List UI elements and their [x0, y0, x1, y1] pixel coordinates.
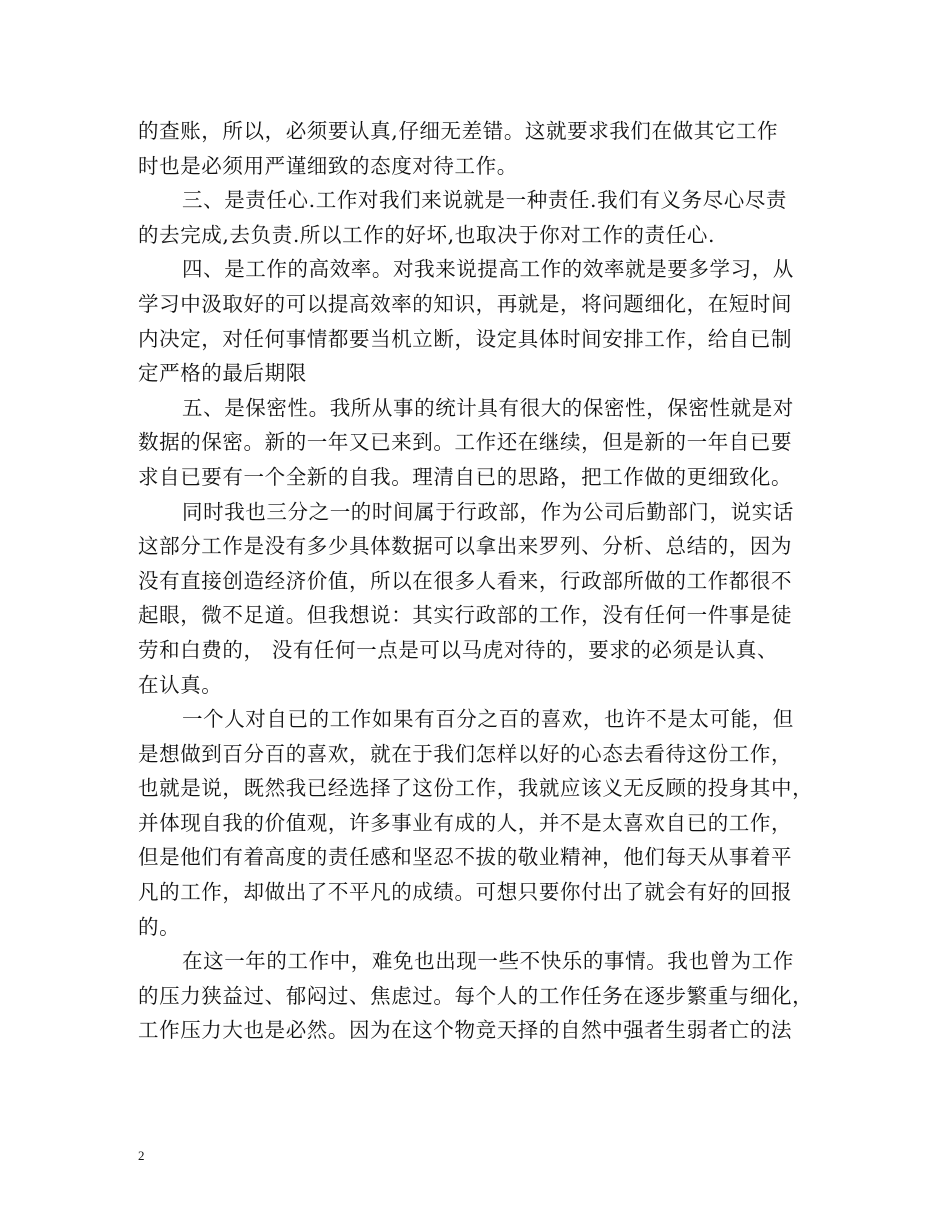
text-line: 同时我也三分之一的时间属于行政部，作为公司后勤部门，说实话 — [182, 499, 794, 524]
text-line: 三、是责任心.工作对我们来说就是一种责任.我们有义务尽心尽责 — [182, 188, 788, 213]
text-line: 在认真。 — [138, 672, 223, 697]
text-line: 五、是保密性。我所从事的统计具有很大的保密性，保密性就是对 — [182, 395, 794, 420]
text-line: 在这一年的工作中，难免也出现一些不快乐的事情。我也曾为工作 — [182, 949, 794, 974]
text-line: 这部分工作是没有多少具体数据可以拿出来罗列、分析、总结的，因为 — [138, 534, 793, 559]
text-line: 没有直接创造经济价值，所以在很多人看来，行政部所做的工作都很不 — [138, 568, 793, 593]
text-line: 定严格的最后期限 — [138, 361, 307, 386]
text-line: 数据的保密。新的一年又已来到。工作还在继续，但是新的一年自已要 — [138, 430, 793, 455]
text-line: 的。 — [138, 914, 181, 939]
text-line: 起眼，微不足道。但我想说：其实行政部的工作，没有任何一件事是徒 — [138, 603, 793, 628]
document-body — [138, 114, 814, 1048]
text-line: 是想做到百分百的喜欢，就在于我们怎样以好的心态去看待这份工作， — [138, 741, 793, 766]
text-line: 工作压力大也是必然。因为在这个物竞天择的自然中强者生弱者亡的法 — [138, 1018, 793, 1043]
text-line: 劳和白费的， 没有任何一点是可以马虎对待的，要求的必须是认真、 — [138, 637, 779, 662]
page-number: 2 — [138, 1148, 145, 1163]
text-line: 但是他们有着高度的责任感和坚忍不拔的敬业精神，他们每天从事着平 — [138, 845, 793, 870]
text-line: 并体现自我的价值观，许多事业有成的人，并不是太喜欢自已的工作， — [138, 810, 793, 835]
text-line: 也就是说，既然我已经选择了这份工作，我就应该义无反顾的投身其中， — [138, 776, 814, 801]
text-line: 时也是必须用严谨细致的态度对待工作。 — [138, 153, 518, 178]
text-line: 一个人对自已的工作如果有百分之百的喜欢，也许不是太可能，但 — [182, 707, 794, 732]
text-line: 的去完成,去负责.所以工作的好坏,也取决于你对工作的责任心. — [138, 222, 716, 247]
text-line: 内决定，对任何事情都要当机立断，设定具体时间安排工作，给自已制 — [138, 326, 793, 351]
text-line: 四、是工作的高效率。对我来说提高工作的效率就是要多学习，从 — [182, 257, 794, 282]
text-line: 的压力狭益过、郁闷过、焦虑过。每个人的工作任务在逐步繁重与细化， — [138, 983, 814, 1008]
text-line: 求自已要有一个全新的自我。理清自已的思路，把工作做的更细致化。 — [138, 464, 793, 489]
text-line: 凡的工作，却做出了不平凡的成绩。可想只要你付出了就会有好的回报 — [138, 880, 793, 905]
text-line: 的查账，所以，必须要认真,仔细无差错。这就要求我们在做其它工作 — [138, 119, 779, 143]
text-line: 学习中汲取好的可以提高效率的知识，再就是，将问题细化，在短时间 — [138, 291, 793, 316]
